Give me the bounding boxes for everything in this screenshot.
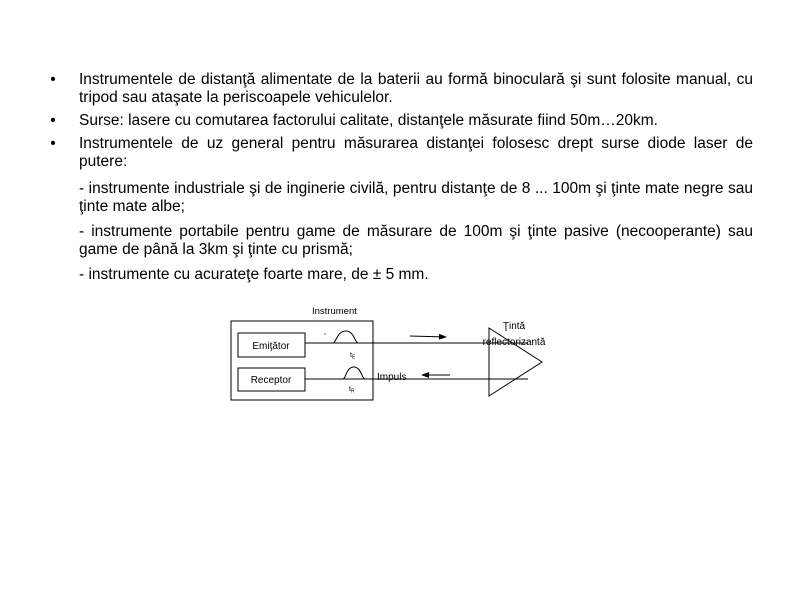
sub-item-high-accuracy: - instrumente cu acurateţe foarte mare, de ± 5 mm. xyxy=(79,266,429,283)
sub-item-industrial: - instrumente industriale şi de inginerie civilă, pentru distanţe de 8 ... 100m şi ţinte mate negre sau ţinte mate albe; xyxy=(79,180,753,215)
bullet-dot: • xyxy=(50,71,56,88)
impulse-label: Impuls xyxy=(377,372,407,383)
target-label-line2: reflectorizantă xyxy=(482,337,546,348)
t-emit-label: $t_E$ xyxy=(350,352,356,361)
sub-item-portable: - instrumente portabile pentru game de măsurare de 100m şi ţinte pasive (necooperante) sau game de până la 3km şi ţinte cu prismă; xyxy=(79,223,753,258)
bullet-text: Instrumentele de uz general pentru măsurarea distanţei folosesc drept surse diode laser de putere: xyxy=(79,135,753,170)
target-label-line1: Ţintă xyxy=(502,321,526,332)
bullet-dot: • xyxy=(50,112,56,129)
bullet-text: Surse: lasere cu comutarea factorului calitate, distanţele măsurate fiind 50m…20km. xyxy=(79,112,658,129)
bullet-text: Instrumentele de distanţă alimentate de la baterii au formă binoculară şi sunt folosite manual, cu tripod sau ataşate la periscoapele vehiculelor. xyxy=(79,71,753,106)
receiver-label: Receptor xyxy=(250,375,292,386)
instrument-label: Instrument xyxy=(312,306,357,317)
pulse-dot xyxy=(324,333,325,334)
bullet-dot: • xyxy=(50,135,56,152)
received-pulse-waveform xyxy=(343,367,365,379)
emitted-pulse-waveform xyxy=(333,331,358,343)
outgoing-arrow xyxy=(410,336,446,337)
emitter-label: Emiţător xyxy=(252,341,290,352)
t-recv-label: $t_R$ xyxy=(349,386,355,395)
